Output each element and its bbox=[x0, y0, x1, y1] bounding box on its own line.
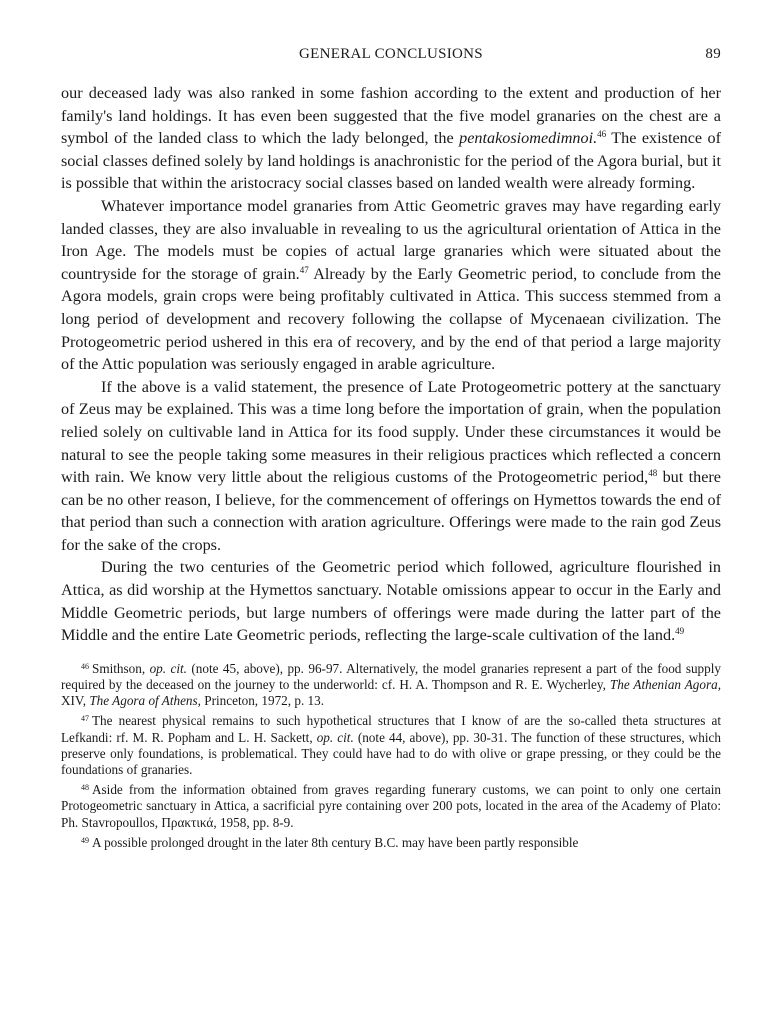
footnote-48 bbox=[61, 780, 721, 831]
footnote-49 bbox=[61, 833, 721, 851]
footnote-greek-title: Πρακτικά, bbox=[161, 814, 217, 830]
paragraph-3-text-a: If the above is a valid statement, the presence of Late Protogeometric pottery at the sanctuary of Zeus may be explained. This was a time long before the importation of grain, when the population relied solely on cultivable land in Attica for its food supply. Under these circumstances it would be natural to see the people taking some measures in their religious practices which reflected a concern with rain. We know very little about the religious customs of the Protogeometric period, bbox=[61, 377, 721, 487]
paragraph-1 bbox=[61, 82, 721, 195]
paragraph-2 bbox=[61, 195, 721, 376]
footnote-text: Aside from the information obtained from graves regarding funerary customs, we can point to only one certain Protogeometric sanctuary in Attica, a sacrificial pyre containing over 200 pots, located in the area of the Academy of Plato: Ph. Stavropoullos, bbox=[61, 782, 721, 830]
footnote-46 bbox=[61, 659, 721, 710]
footnote-ref-46: 46 bbox=[597, 129, 607, 140]
footnote-era: B.C. bbox=[374, 834, 399, 850]
footnote-ref-47: 47 bbox=[299, 264, 309, 275]
paragraph-3-text-b: but there can be no other reason, I believe, for the commencement of offerings on Hymettos towards the end of that period than such a connection with aration agriculture. Offerings were made to the rain god Zeus for the sake of the crops. bbox=[61, 468, 721, 554]
footnote-text: Princeton, 1972, p. 13. bbox=[200, 693, 325, 709]
footnote-text: A possible prolonged drought in the later 8th century bbox=[92, 834, 375, 850]
footnote-text: Smithson, bbox=[92, 660, 150, 676]
running-head bbox=[61, 42, 721, 68]
body-text bbox=[61, 82, 721, 647]
paragraph-1-text-a: our deceased lady was also ranked in some fashion according to the extent and production of her family's land holdings. It has even been suggested that the five model granaries on the chest are a symbol of the landed class to which the lady belonged, the bbox=[61, 84, 721, 148]
footnote-text: may have been partly responsible bbox=[398, 834, 579, 850]
paragraph-2-text-b: Already by the Early Geometric period, to conclude from the Agora models, grain crops were being profitably cultivated in Attica. This success stemmed from a long period of development and recovery following the collapse of Mycenaean civilization. The Protogeometric period ushered in this era of recovery, and by the end of that period a large majority of the Attic population was seriously engaged in arable agriculture. bbox=[61, 264, 721, 374]
page bbox=[61, 42, 721, 853]
paragraph-2-text-a: Whatever importance model granaries from Attic Geometric graves may have regarding early landed classes, they are also invaluable in revealing to us the agricultural orientation of Attica in the Iron Age. The models must be copies of actual large granaries which were situated about the countryside for the storage of grain. bbox=[61, 196, 721, 283]
footnote-text: The nearest physical remains to such hypothetical structures that I know of are the so-called theta structures at Lefkandi: rf. M. R. Popham and L. H. Sackett, bbox=[61, 713, 721, 745]
footnote-book-title: The Agora of Athens, bbox=[89, 693, 201, 709]
paragraph-4 bbox=[61, 556, 721, 646]
footnote-op-cit: op. cit. bbox=[316, 729, 354, 745]
paragraph-3 bbox=[61, 376, 721, 557]
footnote-text: XIV, bbox=[61, 693, 90, 709]
footnote-number: 46 bbox=[81, 661, 89, 671]
footnote-op-cit: op. cit. bbox=[149, 660, 187, 676]
footnote-text: (note 44, above), pp. 30-31. The function of these structures, which preserve only foundations, is problematical. They could have had to do with olive or grape pressing, or they could be the foundations of granaries. bbox=[61, 729, 721, 778]
footnotes bbox=[61, 659, 721, 851]
term-pentakosiomedimnoi: pentakosiomedimnoi. bbox=[459, 129, 598, 148]
footnote-text: (note 45, above), pp. 96-97. Alternatively, the model granaries represent a part of the food supply required by the deceased on the journey to the underworld: cf. H. A. Thompson and R. E. Wycherley, bbox=[61, 660, 721, 693]
footnote-text: 1958, pp. 8-9. bbox=[216, 814, 294, 830]
footnote-number: 47 bbox=[81, 714, 89, 724]
footnote-number: 48 bbox=[81, 783, 89, 793]
footnote-ref-48: 48 bbox=[648, 468, 658, 479]
running-title: GENERAL CONCLUSIONS bbox=[299, 46, 483, 62]
footnote-book-title: The Athenian Agora, bbox=[609, 677, 721, 693]
footnote-ref-49: 49 bbox=[675, 626, 685, 637]
footnote-47 bbox=[61, 711, 721, 778]
paragraph-1-text-b: The existence of social classes defined solely by land holdings is anachronistic for the period of the Agora burial, but it is possible that within the aristocracy social classes based on landed wealth were already forming. bbox=[61, 129, 721, 193]
page-number: 89 bbox=[705, 46, 721, 62]
footnote-number: 49 bbox=[81, 835, 89, 845]
paragraph-4-text-a: During the two centuries of the Geometric period which followed, agriculture flourished in Attica, as did worship at the Hymettos sanctuary. Notable omissions appear to occur in the Early and Middle Geometric periods, but large numbers of offerings were made during the latter part of the Middle and the entire Late Geometric periods, reflecting the large-scale cultivation of the land. bbox=[61, 558, 721, 645]
